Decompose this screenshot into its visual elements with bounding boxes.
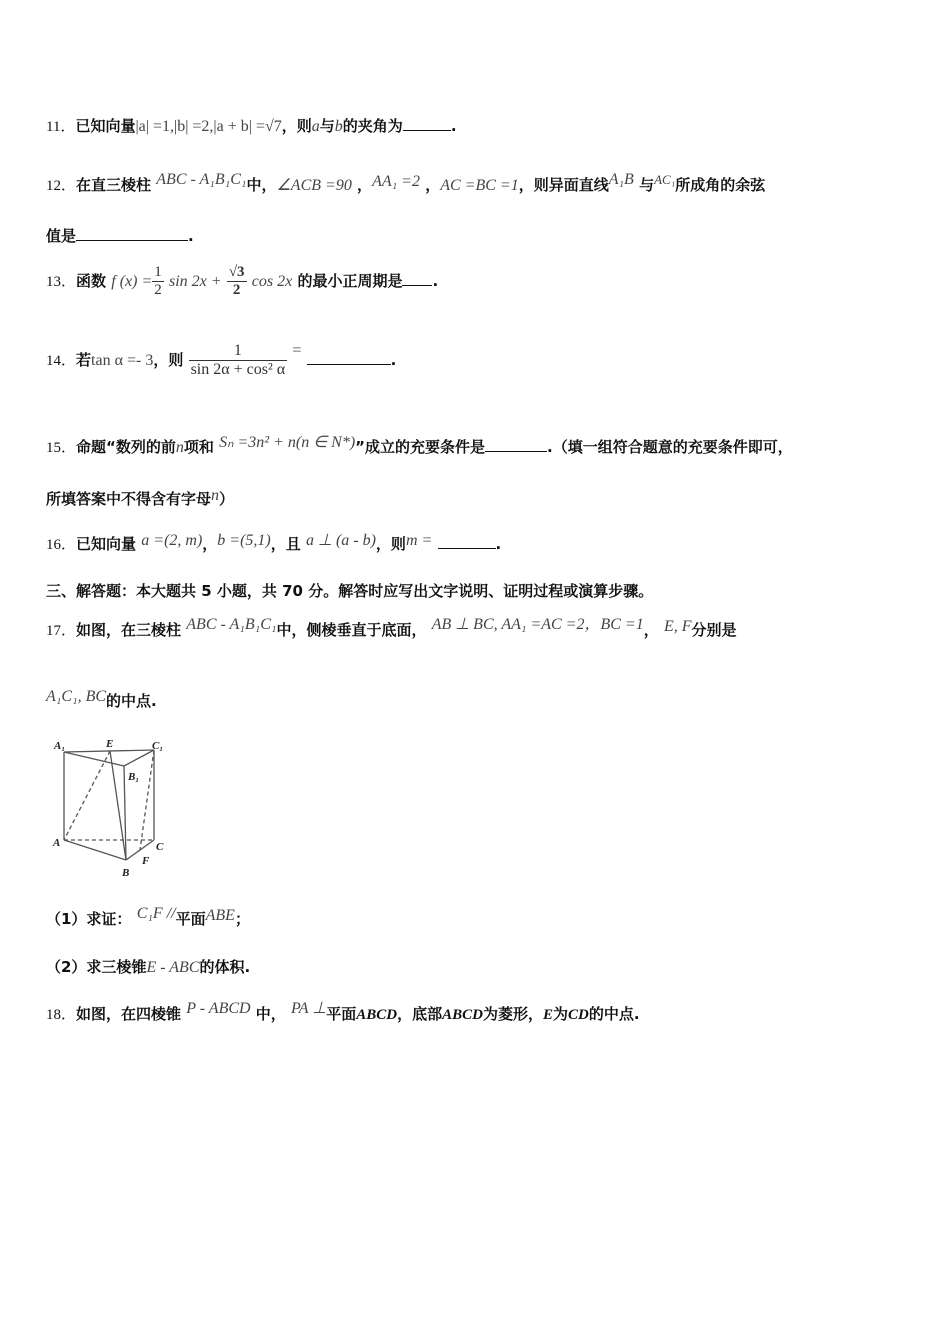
- text: ，且: [270, 535, 301, 553]
- fraction: [189, 342, 288, 379]
- math-var: n: [175, 439, 184, 456]
- math-expression: Sₙ =3n² + n(n ∈ N*): [219, 434, 356, 451]
- text: 的中点.: [588, 1005, 640, 1023]
- math-expression: E - ABC: [146, 959, 200, 976]
- text: （1）求证：: [46, 910, 132, 928]
- math-expression: A₁C₁, BC: [46, 688, 107, 705]
- fraction-denominator: sin 2α + cos² α: [190, 361, 286, 378]
- question-17: [46, 617, 737, 640]
- text: 的夹角为: [342, 117, 403, 135]
- label-e: E: [106, 738, 114, 750]
- text: ，则: [153, 351, 184, 369]
- text: ，: [202, 535, 218, 553]
- fraction-numerator: 1: [154, 264, 162, 280]
- label-b1: B₁: [128, 771, 140, 783]
- text: ，: [357, 176, 373, 194]
- math-expression: ∠ACB =90: [276, 177, 352, 194]
- question-number: 12．: [46, 178, 77, 194]
- label-a1: A₁: [54, 740, 66, 752]
- label-f: F: [142, 855, 150, 867]
- text: 与: [639, 176, 655, 194]
- text: 已知向量: [75, 117, 136, 135]
- text: 如图，在四棱锥: [76, 1005, 182, 1023]
- section-heading: 三、解答题：本大题共 5 小题，共 70 分。解答时应写出文字说明、证明过程或演算步骤。: [46, 582, 654, 600]
- edge-a1b1: [64, 752, 124, 766]
- fraction-numerator: 1: [189, 342, 288, 361]
- question-17-part-2: [46, 956, 250, 977]
- bold-var: ABCD: [356, 1007, 398, 1023]
- segment-ea: [64, 751, 110, 840]
- math-expression: ABC - A₁B₁C₁: [186, 616, 277, 633]
- fraction-denominator: 2: [232, 282, 241, 298]
- fraction: [152, 264, 164, 299]
- math-expression: PA ⊥: [291, 1000, 327, 1017]
- text: 中，侧棱垂直于底面，: [276, 621, 427, 639]
- math-var: n: [211, 487, 220, 504]
- math-expression: AB ⊥ BC, AA₁ =AC =2，BC =1: [431, 616, 644, 633]
- text: 值是: [46, 227, 77, 245]
- math-expression: AC =BC =1: [440, 177, 519, 194]
- label-c1: C₁: [152, 740, 164, 752]
- text: 所填答案中不得含有字母: [46, 490, 212, 508]
- text: ）: [219, 490, 235, 508]
- math-expression: a ⊥ (a - b): [306, 532, 376, 549]
- text: 的体积.: [199, 958, 251, 976]
- math-expression: a =(2, m): [141, 532, 203, 549]
- math-expression: AC₁: [654, 172, 676, 187]
- text: ；: [234, 910, 250, 928]
- label-c: C: [156, 841, 164, 853]
- math-expression: m =: [405, 532, 433, 549]
- math-expression: cos 2x: [251, 273, 293, 290]
- bold-var: E: [542, 1007, 553, 1023]
- text: 平面: [175, 910, 206, 928]
- text: .（填一组符合题意的充要条件即可，: [547, 438, 793, 456]
- question-number: 16．: [46, 537, 77, 553]
- text: ”成立的充要条件是: [355, 438, 486, 456]
- edge-b1c1: [124, 750, 154, 766]
- question-12-cont: [46, 225, 194, 246]
- math-expression: A₁B: [608, 171, 634, 188]
- answer-blank: [307, 363, 391, 365]
- answer-blank: [76, 239, 188, 241]
- math-var: a: [311, 118, 320, 135]
- segment-c1f: [140, 750, 154, 850]
- text: 已知向量: [76, 535, 137, 553]
- text: .: [450, 117, 457, 135]
- answer-blank: [485, 450, 547, 452]
- text: 中，: [246, 176, 277, 194]
- text: 所成角的余弦: [675, 176, 766, 194]
- text: .: [188, 227, 194, 245]
- text: 为菱形，: [482, 1005, 543, 1023]
- text: （2）求三棱锥: [46, 958, 147, 976]
- question-17-cont: [46, 690, 157, 711]
- text: 分别是: [691, 621, 737, 639]
- text: 与: [319, 117, 335, 135]
- text: 函数: [76, 272, 107, 290]
- question-number: 18．: [46, 1007, 77, 1023]
- question-17-part-1: [46, 905, 250, 929]
- text: 在直三棱柱: [76, 176, 152, 194]
- question-14: [46, 342, 396, 379]
- question-number: 14．: [46, 353, 77, 369]
- question-11: [46, 115, 457, 136]
- math-expression: tan α =- 3: [91, 352, 154, 369]
- question-15: [46, 436, 793, 457]
- label-a: A: [53, 837, 61, 849]
- prism-figure: [48, 736, 178, 886]
- text: 若: [76, 351, 92, 369]
- text: 命题“数列的前: [76, 438, 176, 456]
- question-16: [46, 533, 501, 554]
- text: 的最小正周期是: [297, 272, 403, 290]
- math-expression: ABE: [205, 907, 235, 924]
- text: ，底部: [397, 1005, 443, 1023]
- math-expression: f (x) =: [111, 273, 153, 290]
- fraction-numerator: √3: [228, 264, 245, 280]
- text: ，: [643, 621, 659, 639]
- math-expression: C₁F //: [136, 905, 176, 922]
- text: 为: [552, 1005, 568, 1023]
- answer-blank: [403, 129, 451, 131]
- math-expression: |a| =1,|b| =2,|a + b| =√7: [135, 118, 282, 135]
- text: .: [495, 535, 502, 553]
- text: ，则: [375, 535, 406, 553]
- answer-blank: [438, 547, 496, 549]
- text: ，则: [281, 117, 312, 135]
- text: 如图，在三棱柱: [76, 621, 182, 639]
- fraction: [227, 264, 247, 299]
- question-18: [46, 1000, 640, 1024]
- math-expression: E, F: [663, 618, 692, 635]
- bold-var: ABCD: [442, 1007, 483, 1023]
- math-expression: b =(5,1): [217, 532, 271, 549]
- question-12: [46, 171, 766, 195]
- question-number: 13．: [46, 274, 77, 290]
- bold-var: CD: [567, 1007, 589, 1023]
- question-15-cont: [46, 488, 234, 509]
- answer-blank: [402, 284, 432, 286]
- text: 的中点.: [106, 692, 157, 710]
- text: ，则异面直线: [518, 176, 609, 194]
- math-expression: ABC - A₁B₁C₁: [156, 171, 247, 188]
- edge-ab: [64, 840, 126, 860]
- text: .: [390, 351, 397, 369]
- question-number: 11．: [46, 119, 76, 135]
- question-number: 17．: [46, 623, 77, 639]
- math-expression: AA₁ =2: [372, 173, 420, 190]
- text: .: [432, 272, 439, 290]
- math-expression: sin 2x +: [169, 273, 222, 290]
- text: 平面: [326, 1005, 357, 1023]
- math-var: b: [334, 118, 343, 135]
- question-number: 15．: [46, 440, 77, 456]
- text: 中，: [255, 1005, 286, 1023]
- question-13: [46, 264, 438, 299]
- math-expression: P - ABCD: [186, 1000, 251, 1017]
- text: 项和: [183, 438, 214, 456]
- label-b: B: [122, 867, 130, 879]
- text: ，: [425, 176, 441, 194]
- math-expression: =: [292, 342, 302, 359]
- fraction-denominator: 2: [154, 282, 162, 298]
